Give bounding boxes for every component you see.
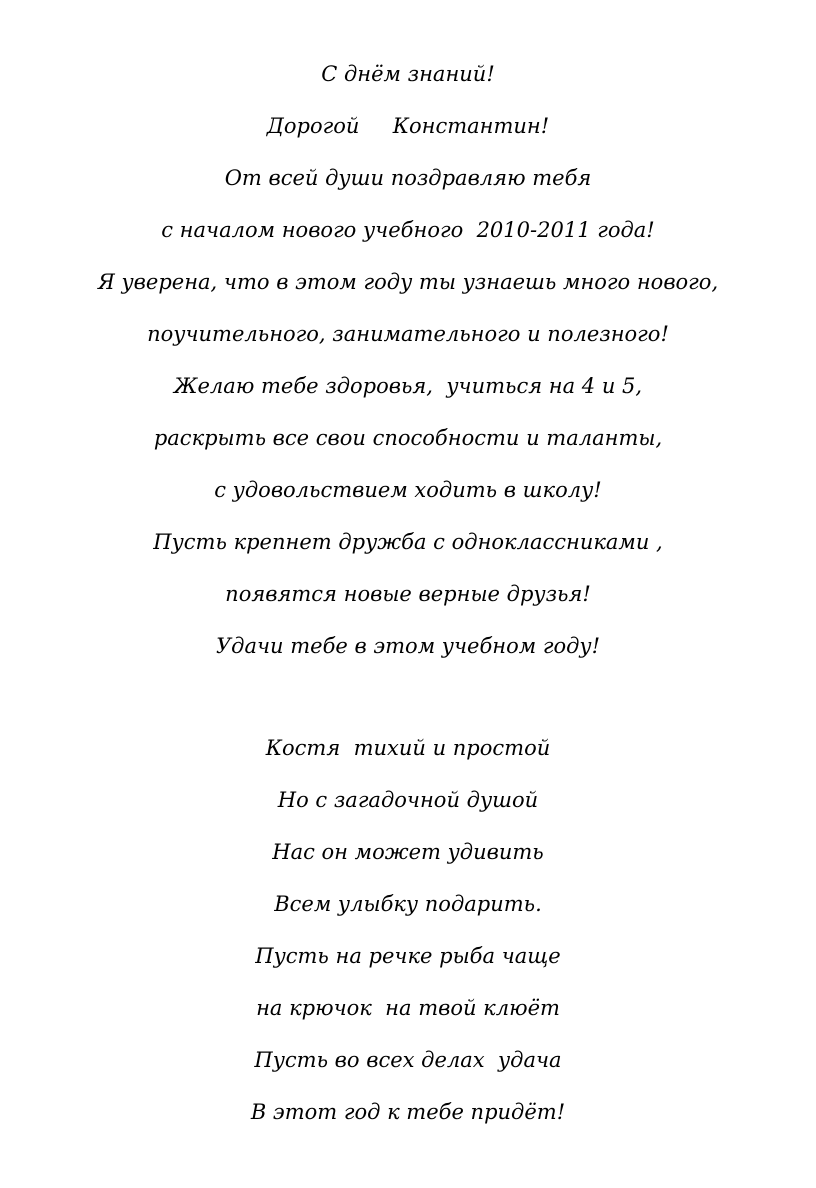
greeting-line: появятся новые верные друзья! [225,582,591,606]
greeting-line: Я уверена, что в этом году ты узнаешь много нового, [97,270,719,294]
greeting-addressee: Дорогой Константин! [266,114,550,138]
poem-line: Нас он может удивить [272,840,544,864]
greeting-line: раскрыть все свои способности и таланты, [153,426,663,450]
poem-line: Всем улыбку подарить. [274,892,542,916]
greeting-line: поучительного, занимательного и полезного! [147,322,669,346]
greeting-line: От всей души поздравляю тебя [224,166,592,190]
poem-line: на крючок на твой клюёт [256,996,560,1020]
greeting-line: Пусть крепнет дружба с одноклассниками , [153,530,663,554]
poem-line: Но с загадочной душой [277,788,539,812]
poem-text [0,722,816,1138]
greeting-line: с удовольствием ходить в школу! [214,478,602,502]
greeting-line: Удачи тебе в этом учебном году! [215,634,601,658]
greeting-line: с началом нового учебного 2010-2011 года! [161,218,655,242]
poem-line: Костя тихий и простой [265,736,551,760]
greeting-line: Желаю тебе здоровья, учиться на 4 и 5, [173,374,643,398]
greeting-text [0,48,816,672]
greeting-title: С днём знаний! [321,62,495,86]
poem-line: Пусть на речке рыба чаще [255,944,561,968]
poem-line: Пусть во всех делах удача [254,1048,562,1072]
poem-line: В этот год к тебе придёт! [250,1100,566,1124]
